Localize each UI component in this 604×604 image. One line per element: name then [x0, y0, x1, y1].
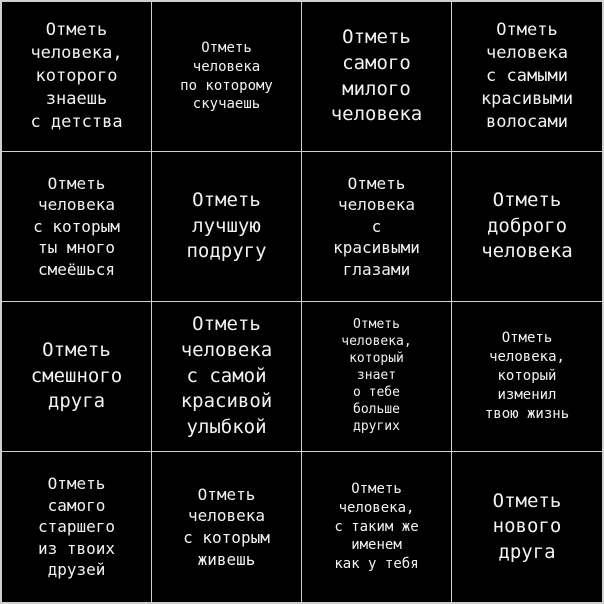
cell-text-line: Отметь — [492, 489, 562, 512]
cell-text-line: который — [349, 351, 404, 367]
cell-text — [186, 188, 266, 265]
cell-text-line: человека, — [338, 499, 415, 516]
cell-text — [333, 173, 420, 281]
cell-text-line: красивой — [180, 390, 273, 413]
cell-text-line: живешь — [197, 549, 256, 569]
cell-text — [493, 489, 562, 566]
cell-text-line: человека, — [30, 43, 123, 64]
cell-text-line: с таким же — [334, 518, 419, 535]
cell-text-line: нового — [492, 515, 562, 538]
grid-cell — [152, 302, 302, 452]
cell-text-line: Отметь — [492, 189, 562, 212]
cell-text-line: смешного — [30, 364, 123, 387]
grid-cell — [452, 302, 602, 452]
cell-text-line: о тебе — [353, 384, 400, 400]
cell-text — [181, 312, 273, 440]
cell-text-line: с детства — [30, 111, 123, 132]
cell-text — [31, 338, 123, 415]
cell-text — [331, 25, 423, 128]
grid-cell — [2, 302, 152, 452]
cell-text-line: других — [353, 418, 400, 434]
cell-text-line: Отметь — [342, 26, 411, 49]
cell-text-line: Отметь — [42, 339, 111, 362]
cell-text-line: красивыми — [333, 238, 420, 258]
cell-text-line: Отметь — [496, 20, 558, 41]
cell-text-line: Отметь — [47, 474, 106, 494]
cell-text-line: красивыми — [480, 88, 574, 109]
cell-text-line: человека — [330, 103, 423, 126]
cell-text — [485, 329, 569, 423]
cell-text — [341, 317, 411, 435]
cell-text-line: человека, — [489, 349, 565, 366]
cell-text-line: улыбкой — [186, 415, 267, 438]
cell-text-line: больше — [353, 401, 400, 417]
grid-cell — [2, 452, 152, 602]
grid-cell — [152, 452, 302, 602]
cell-text-line: изменил — [497, 386, 557, 403]
cell-text — [33, 173, 120, 281]
grid-cell — [2, 2, 152, 152]
cell-text-line: знает — [356, 368, 397, 384]
cell-text — [481, 19, 573, 134]
cell-text-line: друга — [498, 540, 556, 563]
cell-text-line: с самыми — [486, 66, 568, 87]
cell-text-line: которого — [35, 66, 118, 87]
grid-cell — [2, 152, 152, 302]
grid-cell — [302, 152, 452, 302]
grid-cell — [452, 152, 602, 302]
cell-text-line: лучшую — [192, 214, 261, 237]
cell-text-line: человека — [337, 195, 416, 215]
cell-text-line: с самой — [186, 364, 267, 387]
cell-text — [334, 480, 418, 574]
cell-text-line: скучаешь — [192, 96, 261, 113]
cell-text-line: как у тебя — [334, 556, 419, 573]
cell-text-line: с — [371, 216, 382, 236]
grid-cell — [152, 2, 302, 152]
cell-text-line: старшего — [37, 517, 116, 537]
grid-cell — [452, 2, 602, 152]
cell-text-line: Отметь — [197, 484, 256, 504]
cell-text-line: из твоих — [37, 538, 116, 558]
cell-text-line: друга — [47, 390, 106, 413]
grid-cell — [302, 2, 452, 152]
cell-text-line: друзей — [47, 560, 106, 580]
cell-text-line: Отметь — [192, 313, 261, 336]
cell-text-line: человека — [180, 339, 273, 362]
cell-text-line: который — [497, 368, 557, 385]
cell-text-line: человека — [486, 43, 568, 64]
cell-text-line: Отметь — [351, 480, 402, 497]
cell-text-line: Отметь — [47, 173, 106, 193]
grid-cell — [452, 452, 602, 602]
grid-cell — [302, 452, 452, 602]
cell-text-line: глазами — [342, 259, 411, 279]
cell-text — [38, 473, 115, 581]
cell-text-line: самого — [342, 51, 411, 74]
cell-text-line: самого — [47, 495, 106, 515]
cell-text-line: Отметь — [192, 189, 261, 212]
cell-text-line: ты много — [37, 238, 116, 258]
cell-text-line: Отметь — [353, 317, 400, 333]
cell-text-line: с которым — [33, 216, 120, 236]
cell-text-line: человека — [481, 240, 573, 263]
cell-text-line: смеёшься — [37, 259, 116, 279]
cell-text-line: человека — [192, 58, 261, 75]
cell-text — [180, 39, 273, 115]
grid-cell — [302, 302, 452, 452]
grid-cell — [152, 152, 302, 302]
cell-text-line: Отметь — [45, 20, 108, 41]
cell-text-line: по которому — [180, 77, 273, 94]
cell-text — [183, 484, 270, 570]
cell-text-line: милого — [342, 77, 411, 100]
cell-text-line: волосами — [486, 111, 568, 132]
cell-text-line: знаешь — [45, 88, 108, 109]
cell-text-line: Отметь — [501, 330, 553, 347]
cell-text-line: Отметь — [347, 173, 406, 193]
cell-text-line: подругу — [186, 240, 267, 263]
cell-text-line: с которым — [183, 528, 270, 547]
cell-text — [30, 19, 122, 134]
cell-text-line: именем — [351, 537, 402, 554]
cell-text-line: человека, — [341, 334, 412, 350]
cell-text-line: человека — [37, 195, 116, 215]
cell-text-line: Отметь — [201, 39, 252, 56]
cell-text-line: человека — [187, 506, 266, 526]
cell-text-line: твою жизнь — [484, 405, 570, 422]
cell-text-line: доброго — [486, 214, 568, 237]
cell-text — [481, 188, 573, 265]
